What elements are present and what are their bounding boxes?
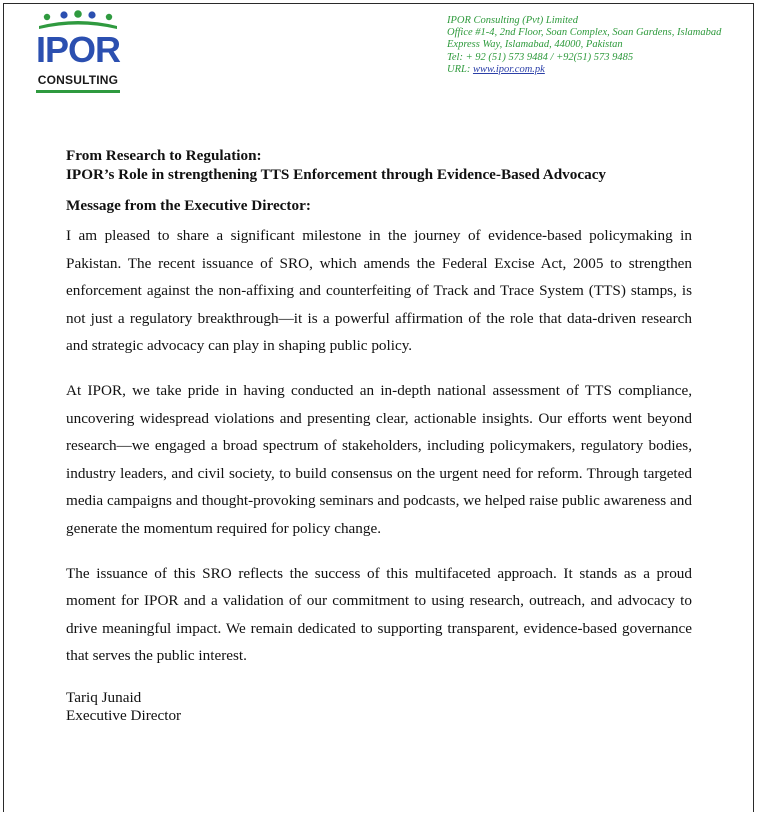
logo-underline <box>36 90 120 93</box>
logo-consulting-text: CONSULTING <box>37 73 119 87</box>
paragraph-3: The issuance of this SRO reflects the success of this multifaceted approach. It stands as a proud moment for IPOR and a validation of our commitment to using research, outreach, and advocacy to drive meaningful impact. We remain dedicated to supporting transparent, evidence-based governance that serves the public interest. <box>66 564 692 665</box>
letter-title-line-2: IPOR’s Role in strengthening TTS Enforcement through Evidence-Based Advocacy <box>66 165 607 183</box>
contact-block <box>447 15 721 76</box>
letter-body <box>66 147 692 725</box>
address-line-1: Office #1-4, 2nd Floor, Soan Complex, Soan Gardens, Islamabad <box>447 27 722 39</box>
letter-title-line-1: From Research to Regulation: <box>66 147 262 164</box>
signature-block <box>66 689 692 725</box>
signatory-name: Tariq Junaid <box>66 688 142 706</box>
message-heading: Message from the Executive Director: <box>66 197 311 214</box>
company-name: IPOR Consulting (Pvt) Limited <box>447 15 578 26</box>
url-line <box>447 64 721 76</box>
signatory-title: Executive Director <box>66 706 182 724</box>
paragraph-2: At IPOR, we take pride in having conducted an in-depth national assessment of TTS compliance, uncovering widespread violations and presenting clear, actionable insights. Our efforts went beyond research—we engaged a broad spectrum of stakeholders, including policymakers, regulatory bodies, industry leaders, and civil society, to build consensus on the urgent need for reform. Through targeted media campaigns and thought-provoking seminars and podcasts, we helped raise public awareness and generate the momentum required for policy change. <box>66 381 692 537</box>
url-label: URL: <box>447 63 473 75</box>
letter-page <box>3 3 754 812</box>
ipor-wordmark: IPOR <box>35 29 121 70</box>
ipor-logo-mark-icon <box>34 10 122 72</box>
address-line-2: Express Way, Islamabad, 44000, Pakistan <box>447 39 623 51</box>
telephone: Tel: + 92 (51) 573 9484 / +92(51) 573 9485 <box>447 51 634 63</box>
ipor-logo <box>34 10 122 98</box>
paragraph-1: I am pleased to share a significant milestone in the journey of evidence-based policymaking in Pakistan. The recent issuance of SRO, which amends the Federal Excise Act, 2005 to strengthen enforcement against the non-affixing and counterfeiting of Track and Trace System (TTS) stamps, is not just a regulatory breakthrough—it is a powerful affirmation of the role that data-driven research and strategic advocacy can play in shaping public policy. <box>66 227 692 355</box>
website-link[interactable]: www.ipor.com.pk <box>472 63 545 75</box>
